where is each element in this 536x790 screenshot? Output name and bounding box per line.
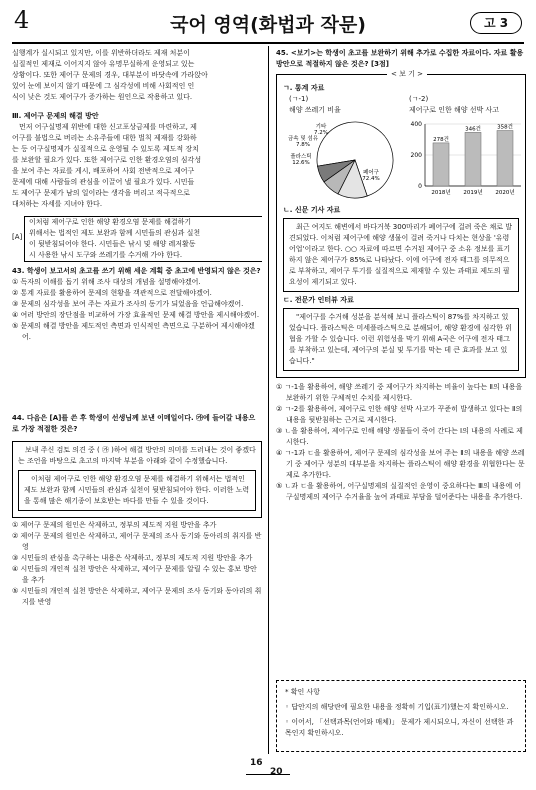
bar-value-label: 278건 [433,136,449,143]
pie-label [314,122,328,136]
pie-label [362,168,379,182]
grade-badge: 고 3 [470,12,522,34]
chart-tag: (ㄱ-2) [409,95,429,103]
bracket-a-label: [A] [12,233,23,241]
interview-text: "제어구를 수거해 성분을 분석해 보니 플라스틱이 87%를 차지하고 있었습니다. 플라스틱은 미세플라스틱으로 분해되어, 해양 환경에 심각한 위협을 가할 수 있습니다. 이런 위험성을 막기 위해 A국은 어구에 전자 태그를 부착하고 있는데, 제어구의 분실 및 투기를 막는 데 큰 효과를 보고 있습니다." [289,313,512,365]
x-tick-label: 2019년 [463,190,483,196]
bar-value-label: 346건 [465,126,481,133]
pie-label-value: 7.8% [296,142,310,148]
pie-label [288,134,319,148]
answer-option[interactable]: ② 통계 자료를 활용하여 문제의 현황을 객관적으로 전달해야겠어. [12,289,212,297]
charts-area [283,94,519,202]
answer-option[interactable]: ④ ㄱ-1과 ㄷ을 활용하여, 제어구 문제의 심각성을 보여 주는 Ⅱ의 내용을 해양 쓰레기 중 제어구 성분의 대부분을 차지하는 플라스틱이 해양 환경을 위협한다는 문제로 추가한다. [276,449,525,479]
bar-caption [409,94,529,116]
column-divider [268,46,269,754]
pie-label-name: 금속 및 섬유 [287,136,319,142]
text-line: 위해서는 법적인 제도 보완과 함께 시민들의 관심과 실천 [29,229,201,237]
pie-label-name: 폐어구 [363,170,379,176]
text-line: 도 제어구 문제가 남의 일이라는 생각을 버리고 적극적으로 [12,189,190,197]
revised-text-box [18,470,256,511]
email-box [12,441,262,518]
question-45-options [276,382,526,503]
answer-option[interactable]: ① 제어구 문제의 원인은 삭제하고, 정부의 제도적 지원 방안을 추가 [12,521,217,529]
answer-option[interactable]: ⑤ ㄴ과 ㄷ을 활용하여, 어구실명제의 실질적인 운영이 중요하다는 Ⅲ의 내용에 어구실명제의 제어구 수거율을 높여 과태료 부담을 덜어준다는 내용을 추가한다. [276,482,523,501]
x-tick-label: 2020년 [495,190,515,196]
answer-option[interactable]: ③ ㄴ을 활용하여, 제어구로 인해 해양 생물들이 죽어 간다는 Ⅰ의 내용의 사례로 제시한다. [276,427,523,446]
bar [497,131,513,186]
answer-option[interactable]: ⑤ 시민들의 개인적 실천 방안은 삭제하고, 제어구 문제의 조사 동기와 동아리의 취지를 반영 [12,587,262,606]
pie-label-name: 플라스틱 [290,154,312,160]
page-number: 4 [14,6,30,34]
answer-option[interactable]: ② 제어구 문제의 원인은 삭제하고, 제어구 문제의 조사 동기와 동아리의 취지를 반영 [12,532,262,551]
bogi-box [276,70,526,378]
chart-tag: (ㄱ-1) [289,95,309,103]
page-header [0,0,536,44]
text-line: 을 보여 주는 자료를 게시, 배포하여 사회 전반적으로 제어구 [12,167,195,175]
y-tick-label: 200 [410,152,422,159]
answer-option[interactable]: ④ 여러 방안의 장단점을 비교하여 가장 효율적인 문제 해결 방안을 제시해야겠어. [12,311,260,319]
header-rule [12,42,524,44]
question-stem: 44. 다음은 [A]를 쓴 후 학생이 선생님께 보낸 이메일이다. ㉮에 들어갈 내용으로 가장 적절한 것은? [12,414,256,433]
confirmation-box [276,680,526,752]
footer-page: 16 [250,758,263,768]
article-text: 최근 여지도 해변에서 바다거북 300마리가 폐어구에 걸려 죽은 채로 발견되었다. 이처럼 제어구에 해양 생물이 걸려 죽거나 다치는 현상을 '유령 어업'이라고 한다. ○○ 자료에 따르면 수거된 제어구 중 소유 정보를 표기하지 않은 제어구가 85%로 나타났다. 이에 어구에 전자 태그를 의무적으로 부착하고, 제어구 투기를 실질적으로 제재할 수 있는 과태료 제도의 필요성이 제기되고 있다. [289,223,512,286]
answer-option[interactable]: ⑤ 문제의 해결 방안을 제도적인 측면과 인식적인 측면으로 구분하여 제시해야겠어. [12,322,255,341]
text-line: 실행계가 실시되고 있지만, 이를 위반하더라도 제재 처분이 [12,49,190,57]
text-line: 문제에 대해 사람들의 관심을 이끌어 낼 필요가 있다. 시민들 [12,178,195,186]
question-44 [12,413,262,608]
report-excerpt [12,48,262,262]
confirm-item: ◦ 이어서, 「선택과목(언어와 매체)」 문제가 제시되오니, 자신이 선택한 과목인지 확인하시오. [285,718,514,737]
bracket-a [12,216,262,262]
exam-title: 국어 영역(화법과 작문) [170,14,366,36]
text-line: 이 뒷받침되어야 한다. 시민들은 낚시 및 해양 레저활동 [29,240,196,248]
text-line: 는 등 어구실명제가 실질적으로 운영될 수 있도록 제도적 장치 [12,145,199,153]
bar [433,143,449,186]
footer-rule [246,774,290,775]
pie-label-value: 7.2% [314,130,328,136]
text-line: 시 사용한 낚시 도구와 쓰레기를 수거해 가야 한다. [29,251,183,259]
bar-value-label: 358건 [497,124,513,131]
question-stem: 43. 학생이 보고서의 초고를 쓰기 위해 세운 계획 중 초고에 반영되지 않은 것은? [12,267,261,275]
confirm-title: * 확인 사항 [285,688,320,696]
page-footer [246,758,290,780]
answer-option[interactable]: ② ㄱ-2를 활용하여, 제어구로 인한 해양 선박 사고가 꾸준히 발생하고 있다는 Ⅱ의 내용을 뒷받침하는 근거로 제시한다. [276,405,523,424]
bar-chart [403,118,527,202]
pie-label [290,152,311,166]
pie-label-value: 72.4% [362,176,380,182]
answer-option[interactable]: ① ㄱ-1을 활용하여, 해양 쓰레기 중 제어구가 차지하는 비율이 높다는 Ⅱ의 내용을 보완하기 위한 구체적인 수치를 제시한다. [276,383,523,402]
answer-option[interactable]: ③ 시민들의 관심을 촉구하는 내용은 삭제하고, 정부의 제도적 지원 방안을 추가 [12,554,253,562]
text-line: 어구를 불법으로 버리는 소유주들에 대한 벌칙 제재를 강화하 [12,134,197,142]
footer-total: 20 [270,767,283,777]
question-stem: 45. <보기>는 학생이 초고를 보완하기 위해 추가로 수집한 자료이다. 자료 활용 방안으로 적절하지 않은 것은? [3점] [276,49,524,68]
text-line: 실질적인 제재로 이어지지 않아 유명무실하게 운영되고 있는 [12,60,195,68]
text-line: 먼저 어구실명제 위반에 대한 신고포상금제를 마련하고, 제 [19,123,197,131]
text-line: 있어 눈에 보이지 않기 때문에 그 심각성에 비해 사회적인 인 [12,82,195,90]
revised-text: 이처럼 제어구로 인한 해양 환경오염 문제를 해결하기 위해서는 법적인 제도 보완과 함께 시민들의 관심과 실천이 뒷받침되어야 한다. 이러한 노력을 통해 많은 해기종이 보호받는 바다를 만들 수 있을 것이다. [24,475,250,505]
text-line: 상황이다. 또한 제어구 문제의 경우, 대부분이 바닷속에 가라앉아 [12,71,208,79]
section-heading: ㄱ. 통계 자료 [283,84,325,92]
left-column [12,48,262,608]
section-heading: ㄴ. 신문 기사 자료 [283,206,341,214]
text-line: 이처럼 제어구로 인한 해양 환경오염 문제를 해결하기 [29,218,192,226]
pie-label-name: 기타 [315,124,327,130]
text-line: 대처하는 자세를 지녀야 한다. [12,200,103,208]
y-tick-label: 0 [418,183,422,190]
pie-label-value: 12.6% [292,160,310,166]
x-tick-label: 2018년 [431,190,451,196]
interview-box [283,308,519,371]
answer-option[interactable]: ④ 시민들의 개인적 실천 방안은 삭제하고, 제어구 문제를 알릴 수 있는 홍보 방안을 추가 [12,565,257,584]
section-heading: ㄷ. 전문가 인터뷰 자료 [283,296,354,304]
chart-title: 해양 쓰레기 비율 [289,106,341,114]
section-heading: Ⅲ. 제어구 문제의 해결 방안 [12,112,99,120]
y-tick-label: 400 [410,121,422,128]
text-line: 식이 낮은 것도 제어구가 증가하는 원인으로 작용하고 있다. [12,93,193,101]
article-box [283,218,519,292]
email-text: 보내 주신 검토 의견 중 ( ㉮ )하여 해결 방안의 의미를 드러내는 것이 좋겠다는 조언을 바탕으로 초고의 마지막 부분을 아래와 같이 수정했습니다. [18,446,256,465]
pie-caption [289,94,389,116]
bar [465,132,481,186]
question-43 [12,266,262,343]
answer-option[interactable]: ① 독자의 이해를 돕기 위해 조사 대상의 개념을 설명해야겠어. [12,278,201,286]
pie-chart [283,118,401,202]
chart-title: 제어구로 인한 해양 선박 사고 [409,106,500,114]
answer-option[interactable]: ③ 문제의 심각성을 보여 주는 자료가 조사의 동기가 되었음을 언급해야겠어. [12,300,244,308]
bogi-label: < 보 기 > [387,69,427,80]
text-line: 를 보완할 필요가 있다. 또한 제어구로 인한 환경오염의 심각성 [12,156,202,164]
right-column [276,48,526,503]
confirm-item: ◦ 답안지의 해당란에 필요한 내용을 정확히 기입(표기)했는지 확인하시오. [285,703,509,711]
